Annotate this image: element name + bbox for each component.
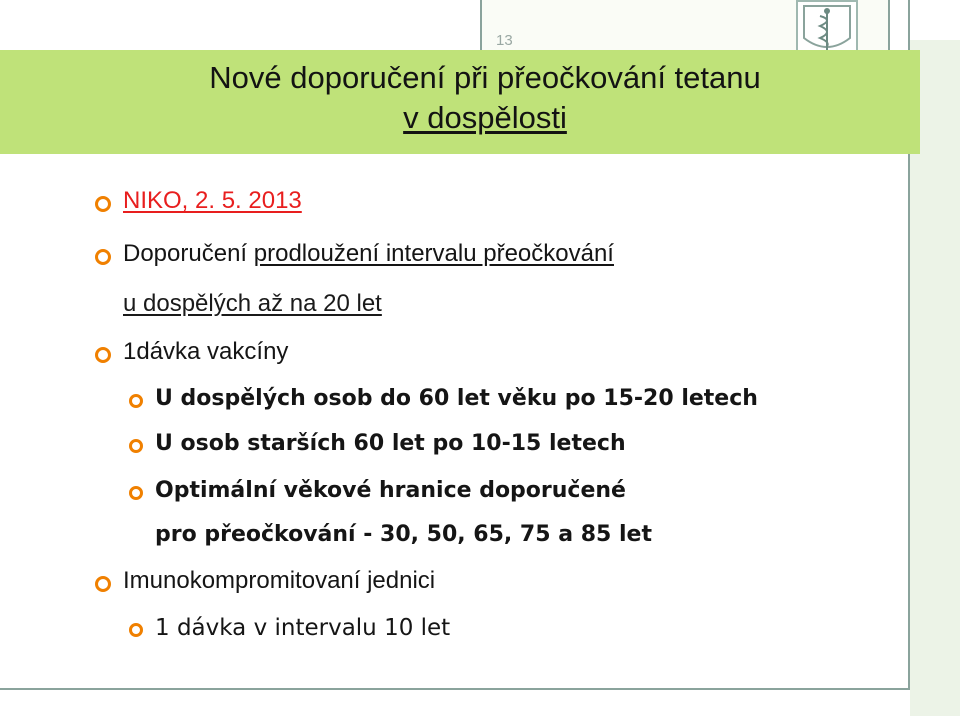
sub-list-item — [155, 386, 758, 411]
list-item — [123, 240, 614, 268]
title-line-1: Nové doporučení při přeočkování tetanu — [209, 60, 761, 95]
circle-bullet-icon — [95, 249, 111, 265]
list-item-text: Doporučení — [123, 240, 254, 267]
slide-number: 13 — [496, 32, 513, 49]
list-item — [123, 567, 435, 595]
circle-bullet-icon — [129, 623, 143, 637]
sub-list-item — [155, 615, 450, 641]
sub-list-item — [155, 478, 626, 503]
highlighted-text: u dospělých až na 20 let — [123, 290, 382, 317]
list-item-text: 1dávka vakcíny — [123, 338, 289, 365]
circle-bullet-icon — [95, 576, 111, 592]
list-item-text: Imunokompromitovaní jednici — [123, 567, 436, 594]
list-item-continuation — [123, 290, 382, 318]
circle-bullet-icon — [129, 439, 143, 453]
circle-bullet-icon — [129, 486, 143, 500]
list-item — [123, 187, 302, 215]
circle-bullet-icon — [129, 394, 143, 408]
sub-list-item-text: pro přeočkování - 30, 50, 65, 75 a 85 let — [155, 522, 652, 547]
highlighted-text: prodloužení intervalu přeočkování — [253, 240, 614, 267]
circle-bullet-icon — [95, 347, 111, 363]
sub-list-item — [155, 431, 626, 456]
sub-list-item-text: U osob starších 60 let po 10-15 letech — [155, 431, 626, 456]
circle-bullet-icon — [95, 196, 111, 212]
sub-list-item-text: 1 dávka v intervalu 10 let — [155, 615, 451, 641]
sub-list-item-text: Optimální věkové hranice doporučené — [155, 478, 626, 503]
sub-list-item-continuation — [155, 522, 652, 547]
title-line-2: v dospělosti — [403, 100, 567, 135]
list-item — [123, 338, 288, 366]
source-link[interactable]: NIKO, 2. 5. 2013 — [123, 187, 302, 214]
sub-list-item-text: U dospělých osob do 60 let věku po 15-20 letech — [155, 386, 758, 411]
